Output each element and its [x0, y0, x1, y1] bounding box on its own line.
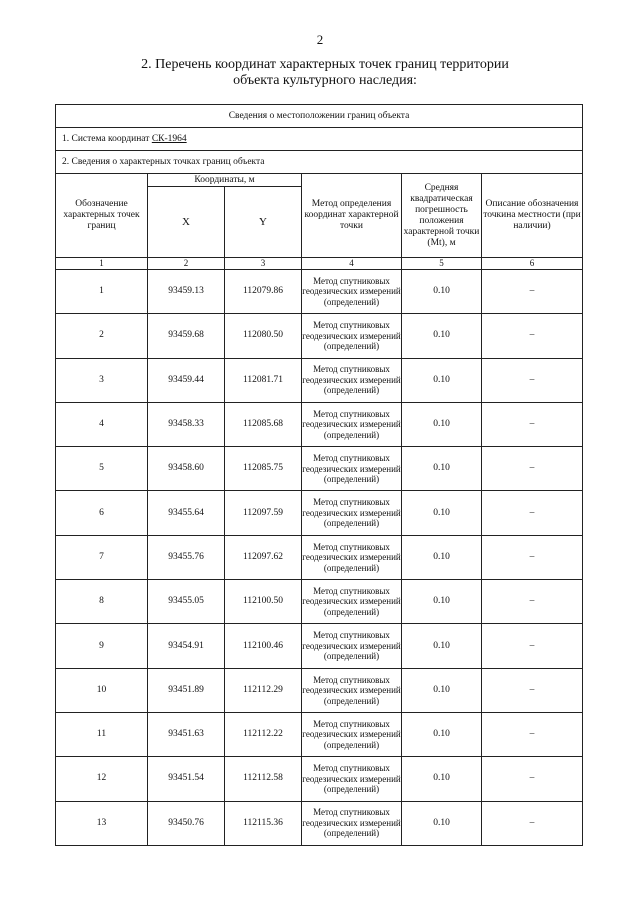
method-cell: Метод спутниковых геодезических измерений (определений) [302, 402, 402, 446]
method-cell: Метод спутниковых геодезических измерений (определений) [302, 668, 402, 712]
coordinates-table [55, 104, 583, 846]
column-number: 5 [402, 258, 482, 270]
point-number: 3 [56, 358, 148, 402]
method-cell: Метод спутниковых геодезических измерений (определений) [302, 447, 402, 491]
y-coordinate: 112112.58 [225, 757, 302, 801]
point-number: 10 [56, 668, 148, 712]
error-cell: 0.10 [402, 757, 482, 801]
table-row [56, 491, 583, 535]
table-row [56, 668, 583, 712]
table-row [56, 757, 583, 801]
method-cell: Метод спутниковых геодезических измерений (определений) [302, 624, 402, 668]
col-header-x: X [148, 187, 225, 258]
error-cell: 0.10 [402, 668, 482, 712]
table-row [56, 535, 583, 579]
y-coordinate: 112112.29 [225, 668, 302, 712]
column-number-row [56, 258, 583, 270]
x-coordinate: 93451.63 [148, 712, 225, 756]
error-cell: 0.10 [402, 402, 482, 446]
point-number: 8 [56, 580, 148, 624]
point-number: 7 [56, 535, 148, 579]
description-cell: – [482, 491, 583, 535]
y-coordinate: 112112.22 [225, 712, 302, 756]
title-line-2: объекта культурного наследия: [233, 73, 417, 88]
x-coordinate: 93450.76 [148, 801, 225, 845]
x-coordinate: 93458.33 [148, 402, 225, 446]
y-coordinate: 112100.50 [225, 580, 302, 624]
point-number: 13 [56, 801, 148, 845]
method-cell: Метод спутниковых геодезических измерений (определений) [302, 757, 402, 801]
x-coordinate: 93454.91 [148, 624, 225, 668]
error-cell: 0.10 [402, 801, 482, 845]
y-coordinate: 112085.75 [225, 447, 302, 491]
x-coordinate: 93455.64 [148, 491, 225, 535]
method-cell: Метод спутниковых геодезических измерений (определений) [302, 535, 402, 579]
page-number: 2 [316, 32, 324, 47]
method-cell: Метод спутниковых геодезических измерений (определений) [302, 270, 402, 314]
error-cell: 0.10 [402, 447, 482, 491]
error-cell: 0.10 [402, 314, 482, 358]
description-cell: – [482, 624, 583, 668]
points-info-header: 2. Сведения о характерных точках границ объекта [56, 151, 583, 174]
y-coordinate: 112115.36 [225, 801, 302, 845]
title-line-1: 2. Перечень координат характерных точек границ территории [141, 57, 509, 72]
y-coordinate: 112085.68 [225, 402, 302, 446]
method-cell: Метод спутниковых геодезических измерений (определений) [302, 712, 402, 756]
y-coordinate: 112081.71 [225, 358, 302, 402]
x-coordinate: 93455.05 [148, 580, 225, 624]
table-row [56, 402, 583, 446]
col-header-coordinates: Координаты, м [148, 174, 302, 187]
x-coordinate: 93459.13 [148, 270, 225, 314]
column-number: 1 [56, 258, 148, 270]
method-cell: Метод спутниковых геодезических измерений (определений) [302, 580, 402, 624]
col-header-designation: Обозначение характерных точек границ [56, 174, 148, 258]
table-row [56, 270, 583, 314]
error-cell: 0.10 [402, 491, 482, 535]
column-number: 3 [225, 258, 302, 270]
table-row [56, 624, 583, 668]
table-row [56, 358, 583, 402]
table-row [56, 580, 583, 624]
description-cell: – [482, 358, 583, 402]
description-cell: – [482, 402, 583, 446]
x-coordinate: 93459.68 [148, 314, 225, 358]
col-header-description: Описание обозначения точкина местности (при наличии) [482, 174, 583, 258]
y-coordinate: 112080.50 [225, 314, 302, 358]
error-cell: 0.10 [402, 535, 482, 579]
table-row [56, 447, 583, 491]
description-cell: – [482, 801, 583, 845]
point-number: 1 [56, 270, 148, 314]
column-number: 6 [482, 258, 583, 270]
table-row [56, 314, 583, 358]
point-number: 9 [56, 624, 148, 668]
point-number: 2 [56, 314, 148, 358]
y-coordinate: 112097.59 [225, 491, 302, 535]
description-cell: – [482, 757, 583, 801]
point-number: 11 [56, 712, 148, 756]
error-cell: 0.10 [402, 358, 482, 402]
point-number: 6 [56, 491, 148, 535]
column-number: 2 [148, 258, 225, 270]
error-cell: 0.10 [402, 624, 482, 668]
description-cell: – [482, 712, 583, 756]
column-number: 4 [302, 258, 402, 270]
table-row [56, 801, 583, 845]
error-cell: 0.10 [402, 580, 482, 624]
table-main-header: Сведения о местоположении границ объекта [56, 105, 583, 128]
method-cell: Метод спутниковых геодезических измерений (определений) [302, 314, 402, 358]
point-number: 5 [56, 447, 148, 491]
col-header-error: Средняя квадратическая погрешность положения характерной точки (Mt), м [402, 174, 482, 258]
point-number: 4 [56, 402, 148, 446]
coordinate-system-label: 1. Система координат [62, 133, 150, 144]
y-coordinate: 112100.46 [225, 624, 302, 668]
x-coordinate: 93451.89 [148, 668, 225, 712]
description-cell: – [482, 668, 583, 712]
coordinate-system-cell [56, 128, 583, 151]
error-cell: 0.10 [402, 270, 482, 314]
col-header-y: Y [225, 187, 302, 258]
description-cell: – [482, 447, 583, 491]
description-cell: – [482, 580, 583, 624]
description-cell: – [482, 314, 583, 358]
description-cell: – [482, 270, 583, 314]
method-cell: Метод спутниковых геодезических измерений (определений) [302, 801, 402, 845]
method-cell: Метод спутниковых геодезических измерений (определений) [302, 491, 402, 535]
point-number: 12 [56, 757, 148, 801]
method-cell: Метод спутниковых геодезических измерений (определений) [302, 358, 402, 402]
y-coordinate: 112079.86 [225, 270, 302, 314]
coordinate-system-name: СК-1964 [151, 133, 187, 144]
error-cell: 0.10 [402, 712, 482, 756]
x-coordinate: 93451.54 [148, 757, 225, 801]
document-title [100, 57, 550, 89]
x-coordinate: 93458.60 [148, 447, 225, 491]
description-cell: – [482, 535, 583, 579]
y-coordinate: 112097.62 [225, 535, 302, 579]
x-coordinate: 93455.76 [148, 535, 225, 579]
table-row [56, 712, 583, 756]
col-header-method: Метод определения координат характерной точки [302, 174, 402, 258]
x-coordinate: 93459.44 [148, 358, 225, 402]
